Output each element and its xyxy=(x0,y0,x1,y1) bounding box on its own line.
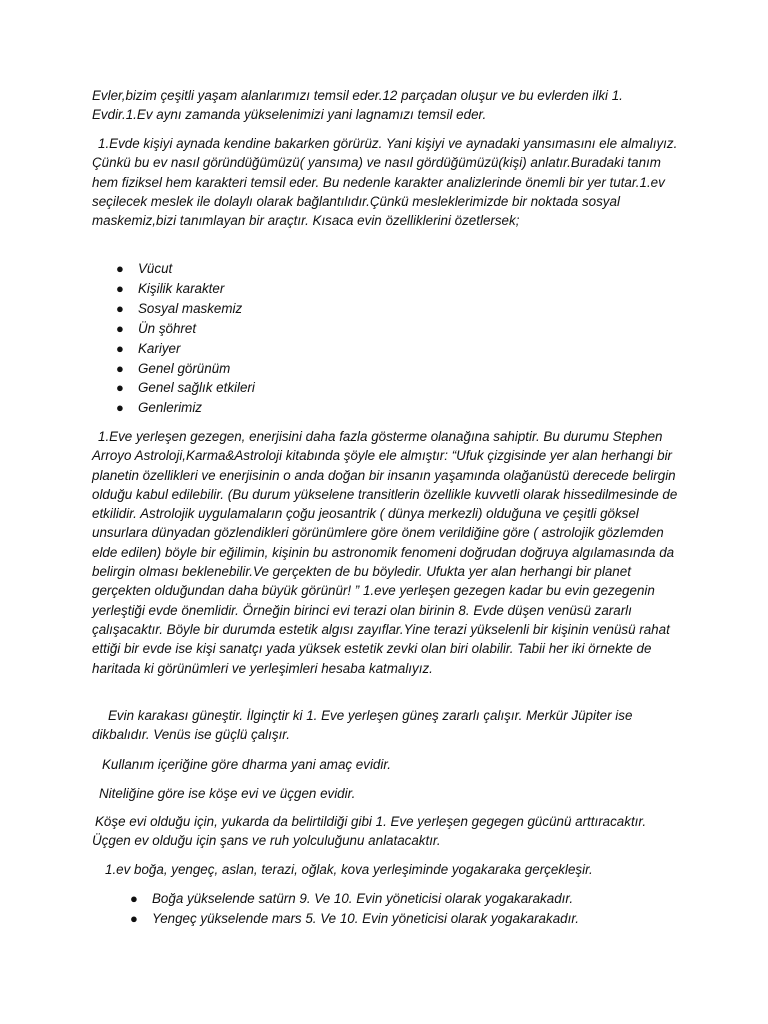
list-item: ● Kariyer xyxy=(138,339,658,359)
paragraph-planet-in-first-house: 1.Eve yerleşen gezegen, enerjisini daha fazla gösterme olanağına sahiptir. Bu durumu Stephen Arroyo Astroloji,Karma&Astroloji kitabında şöyle ele almıştır: “Ufuk çizgisinde yer alan herhangi bir planetin özellikleri ve enerjisinin o anda doğan bir insanın yaşamında olağanüstü derecede belirgin olduğu kabul edilebilir. (Bu durum yükselene transitlerin özellikle kuvvetli olarak hissedilmesinde de etkilidir. Astrolojik uygulamaların çoğu jeosantrik ( dünya merkezli) olduğuna ve çeşitli göksel unsurlara dünyadan gözlendikleri görünümlere göre önem verildiğine göre ( astrolojik gözlemden elde edilen) böyle bir eğilimin, kişinin bu astronomik fenomeni doğrudan doğruya algılamasında da belirgin olması beklenebilir.Ve gerçekten de bu böyledir. Ufukta yer alan herhangi bir planet gerçekten olduğundan daha büyük görünür! ” 1.eve yerleşen gezegen kadar bu evin gezegenin yerleştiği evde önemlidir. Örneğin birinci evi terazi olan birinin 8. Evde düşen venüsü zararlı çalışacaktır. Böyle bir durumda estetik algısı zayıflar.Yine terazi yükselenli bir kişinin venüsü rahat ettiği bir evde ise kişi sanatçı yada yüksek estetik zevki olan biri olabilir. Tabii her iki örnekte de haritada ki görünümleri ve yerleşimleri hesaba katmalıyız. xyxy=(92,429,678,676)
list-item: ● Yengeç yükselende mars 5. Ve 10. Evin yöneticisi olarak yogakarakadır. xyxy=(152,909,692,929)
bullet-icon: ● xyxy=(116,380,124,396)
paragraph-karaka: Evin karakası güneştir. İlginçtir ki 1. Eve yerleşen güneş zararlı çalışır. Merkür Jüpiter ise dikbalıdır. Venüs ise güçlü çalışır. xyxy=(92,708,633,743)
list-item: ● Vücut xyxy=(138,259,658,279)
bullet-icon: ● xyxy=(116,340,124,356)
paragraph-angular-trine: Köşe evi olduğu için, yukarda da belirtildiği gibi 1. Eve yerleşen gegegen gücünü arttıracaktır. Üçgen ev olduğu için şans ve ruh yolculuğunu anlatacaktır. xyxy=(92,814,647,849)
paragraph-dharma: Kullanım içeriğine göre dharma yani amaç evidir. xyxy=(102,757,392,772)
bullet-icon: ● xyxy=(116,300,124,316)
list-item: ● Sosyal maskemiz xyxy=(138,299,658,319)
list-item: ● Kişilik karakter xyxy=(138,279,658,299)
bullet-icon: ● xyxy=(130,911,138,927)
house-attributes-list xyxy=(116,259,658,418)
bullet-icon: ● xyxy=(116,400,124,416)
bullet-icon: ● xyxy=(116,360,124,376)
bullet-icon: ● xyxy=(130,891,138,906)
bullet-icon: ● xyxy=(116,261,124,276)
list-item: ● Genel görünüm xyxy=(138,359,658,379)
list-item: ● Boğa yükselende satürn 9. Ve 10. Evin yöneticisi olarak yogakarakadır. xyxy=(152,889,692,909)
bullet-icon: ● xyxy=(116,280,124,296)
paragraph-quality: Niteliğine göre ise köşe evi ve üçgen evidir. xyxy=(99,786,356,801)
paragraph-first-house: 1.Evde kişiyi aynada kendine bakarken görürüz. Yani kişiyi ve aynadaki yansımasını ele almalıyız. Çünkü bu ev nasıl göründüğümüzü( yansıma) ve nasıl gördüğümüzü(kişi) anlatır.Buradaki tanım hem fiziksel hem karakteri temsil eder. Bu nedenle karakter analizlerinde önemli bir yer tutar.1.ev seçilecek meslek ile dolaylı olarak bağlantılıdır.Çünkü mesleklerimizde bir noktada sosyal maskemiz,bizi tanımlayan bir araçtır. Kısaca evin özelliklerini özetlersek; xyxy=(92,136,678,229)
paragraph-intro: Evler,bizim çeşitli yaşam alanlarımızı temsil eder.12 parçadan oluşur ve bu evlerden ilki 1. Evdir.1.Ev aynı zamanda yükselenimizi yani lagnamızı temsil eder. xyxy=(92,88,623,123)
list-item: ● Genel sağlık etkileri xyxy=(138,378,658,398)
yogakaraka-list xyxy=(130,889,692,929)
paragraph-yogakaraka: 1.ev boğa, yengeç, aslan, terazi, oğlak, kova yerleşiminde yogakaraka gerçekleşir. xyxy=(105,862,593,877)
list-item: ● Ün şöhret xyxy=(138,319,658,339)
bullet-icon: ● xyxy=(116,320,124,336)
list-item: ● Genlerimiz xyxy=(138,398,658,418)
